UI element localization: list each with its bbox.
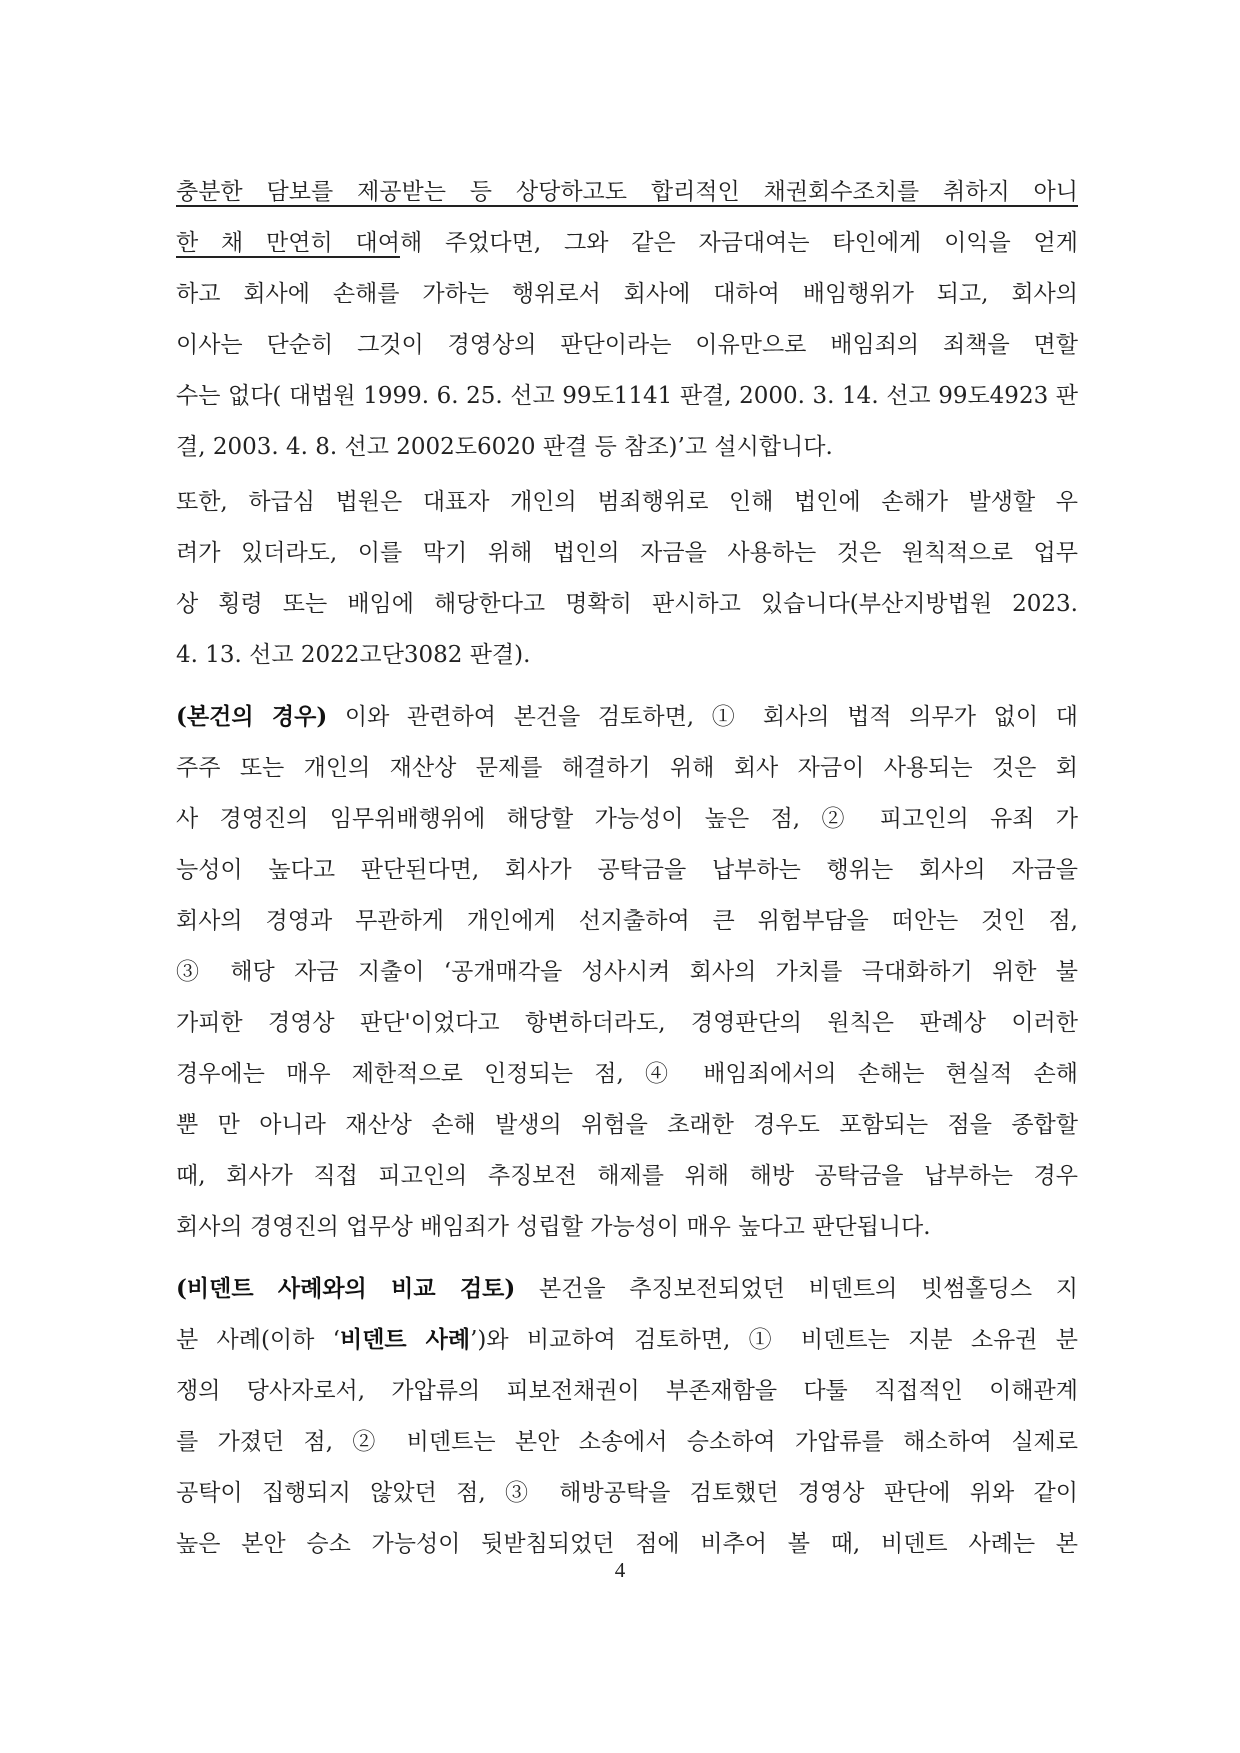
paragraph-1-line-3: 하고 회사에 손해를 가하는 행위로서 회사에 대하여 배임행위가 되고, 회사의	[176, 281, 1078, 307]
paragraph-2-line-4: 4. 13. 선고 2022고단3082 판결).	[176, 642, 531, 668]
paragraph-4-line-5: 공탁이 집행되지 않았던 점, ③ 해방공탁을 검토했던 경영상 판단에 위와 같이	[176, 1480, 1078, 1506]
paragraph-4-line-3: 쟁의 당사자로서, 가압류의 피보전채권이 부존재함을 다툴 직접적인 이해관계	[176, 1378, 1078, 1404]
body-text: ’)와 비교하여 검토하면, ① 비덴트는 지분 소유권 분	[470, 1327, 1078, 1353]
paragraph-3-line-8: 경우에는 매우 제한적으로 인정되는 점, ④ 배임죄에서의 손해는 현실적 손해	[176, 1061, 1078, 1087]
paragraph-2-line-1: 또한, 하급심 법원은 대표자 개인의 범죄행위로 인해 법인에 손해가 발생할 우	[176, 489, 1078, 515]
paragraph-3-line-1	[176, 697, 1078, 737]
paragraph-4-line-4: 를 가졌던 점, ② 비덴트는 본안 소송에서 승소하여 가압류를 해소하여 실제로	[176, 1429, 1078, 1455]
paragraph-3-line-3: 사 경영진의 임무위배행위에 해당할 가능성이 높은 점, ② 피고인의 유죄 가	[176, 806, 1078, 832]
page-number: 4	[614, 1558, 626, 1582]
paragraph-1-line-4: 이사는 단순히 그것이 경영상의 판단이라는 이유만으로 배임죄의 죄책을 면할	[176, 332, 1078, 358]
defined-term: 비덴트 사례	[340, 1326, 471, 1353]
paragraph-4-line-2	[176, 1320, 1078, 1360]
section-heading: (비덴트 사례와의 비교 검토)	[176, 1275, 516, 1302]
paragraph-3-line-9: 뿐 만 아니라 재산상 손해 발생의 위험을 초래한 경우도 포함되는 점을 종합할	[176, 1112, 1078, 1138]
underlined-text: 충분한 담보를 제공받는 등 상당하고도 합리적인 채권회수조치를 취하지 아니	[176, 179, 1078, 205]
paragraph-3-line-11: 회사의 경영진의 업무상 배임죄가 성립할 가능성이 매우 높다고 판단됩니다.	[176, 1214, 931, 1240]
body-text: 이와 관련하여 본건을 검토하면, ① 회사의 법적 의무가 없이 대	[327, 704, 1078, 730]
paragraph-1-line-1	[176, 172, 1078, 212]
body-text: 해 주었다면, 그와 같은 자금대여는 타인에게 이익을 얻게	[399, 230, 1078, 256]
paragraph-2-line-3: 상 횡령 또는 배임에 해당한다고 명확히 판시하고 있습니다(부산지방법원 2023.	[176, 591, 1078, 617]
paragraph-4-line-6: 높은 본안 승소 가능성이 뒷받침되었던 점에 비추어 볼 때, 비덴트 사례는 본	[176, 1531, 1078, 1557]
paragraph-3-line-6: ③ 해당 자금 지출이 ‘공개매각을 성사시켜 회사의 가치를 극대화하기 위한 불	[176, 959, 1078, 985]
paragraph-3-line-5: 회사의 경영과 무관하게 개인에게 선지출하여 큰 위험부담을 떠안는 것인 점,	[176, 908, 1078, 934]
paragraph-1-line-6: 결, 2003. 4. 8. 선고 2002도6020 판결 등 참조)’고 설시합니다.	[176, 434, 833, 460]
section-heading: (본건의 경우)	[176, 703, 328, 730]
underlined-text: 한 채 만연히 대여	[176, 230, 400, 256]
paragraph-3-line-4: 능성이 높다고 판단된다면, 회사가 공탁금을 납부하는 행위는 회사의 자금을	[176, 857, 1078, 883]
body-text: 본건을 추징보전되었던 비덴트의 빗썸홀딩스 지	[515, 1276, 1078, 1302]
body-text: 분 사례(이하 ‘	[176, 1327, 340, 1353]
paragraph-2-line-2: 려가 있더라도, 이를 막기 위해 법인의 자금을 사용하는 것은 원칙적으로 업무	[176, 540, 1078, 566]
paragraph-4-line-1	[176, 1269, 1078, 1309]
paragraph-1-line-5: 수는 없다( 대법원 1999. 6. 25. 선고 99도1141 판결, 2000. 3. 14. 선고 99도4923 판	[176, 383, 1078, 409]
paragraph-3-line-7: 가피한 경영상 판단'이었다고 항변하더라도, 경영판단의 원칙은 판례상 이러한	[176, 1010, 1078, 1036]
paragraph-3-line-2: 주주 또는 개인의 재산상 문제를 해결하기 위해 회사 자금이 사용되는 것은 회	[176, 755, 1078, 781]
paragraph-1-line-2	[176, 223, 1078, 263]
paragraph-3-line-10: 때, 회사가 직접 피고인의 추징보전 해제를 위해 해방 공탁금을 납부하는 경우	[176, 1163, 1078, 1189]
